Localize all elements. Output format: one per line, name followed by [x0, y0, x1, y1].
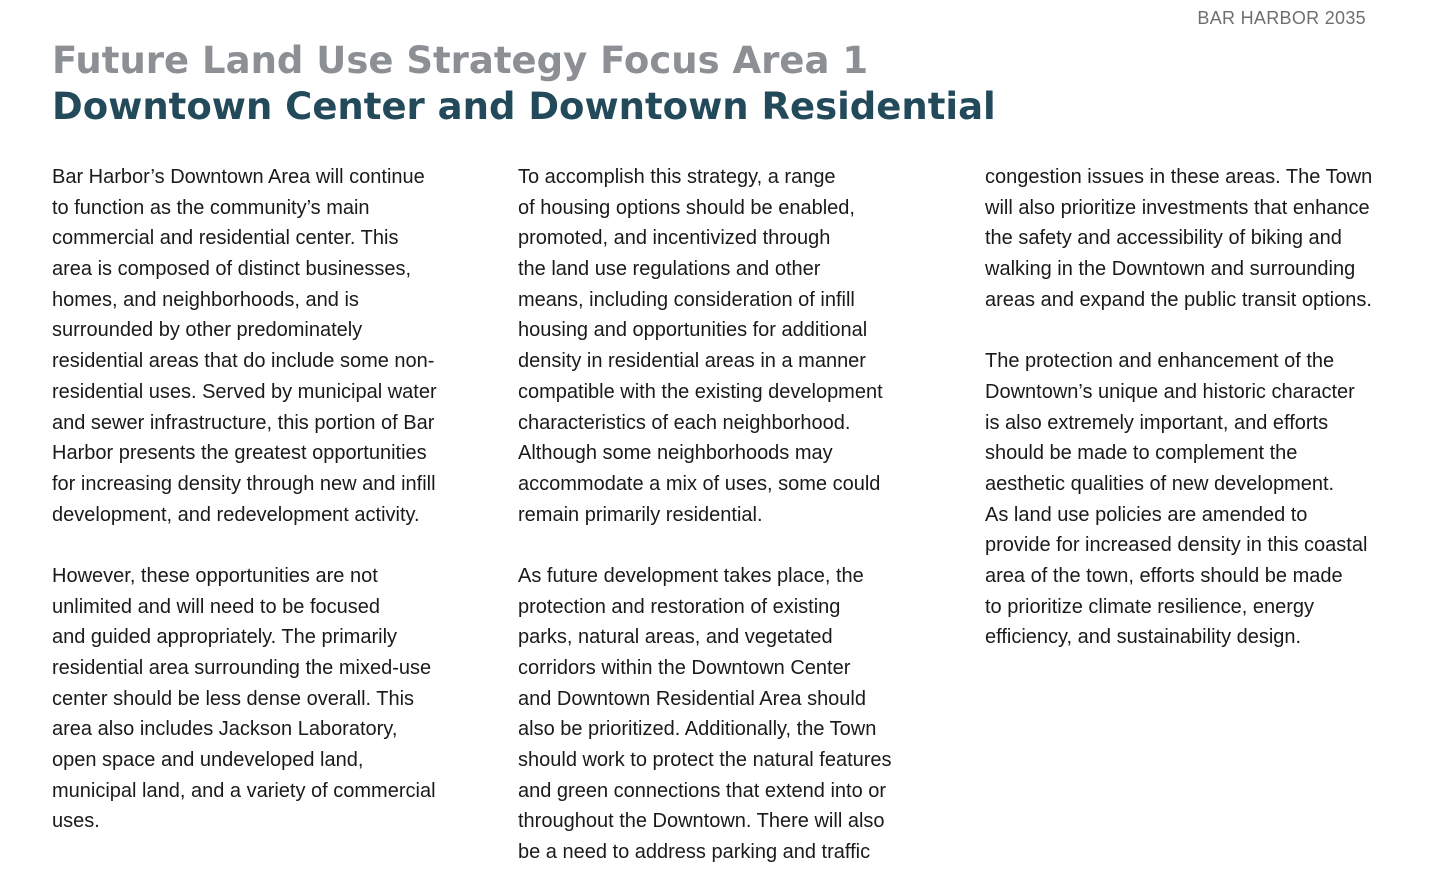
text-line: uses. — [52, 810, 100, 833]
text-line: residential uses. Served by municipal water — [52, 380, 437, 403]
text-line: be a need to address parking and traffic — [518, 841, 871, 864]
text-line: should work to protect the natural features — [518, 749, 892, 772]
text-column-3 — [985, 162, 1405, 653]
text-line: accommodate a mix of uses, some could — [518, 472, 881, 495]
text-line: area is composed of distinct businesses, — [52, 258, 412, 281]
text-line: center should be less dense overall. This — [52, 687, 415, 710]
body-paragraph — [52, 162, 472, 530]
text-line: also be prioritized. Additionally, the Town — [518, 718, 877, 741]
text-line: commercial and residential center. This — [52, 227, 399, 250]
text-line: surrounded by other predominately — [52, 319, 363, 342]
text-line: residential areas that do include some non- — [52, 350, 435, 373]
text-line: area of the town, efforts should be made — [985, 564, 1343, 587]
text-line: the safety and accessibility of biking and — [985, 227, 1342, 250]
body-paragraph — [985, 346, 1405, 653]
text-line: and guided appropriately. The primarily — [52, 626, 398, 649]
paragraph-gap — [52, 530, 472, 561]
page-title — [52, 38, 996, 130]
text-line: Harbor presents the greatest opportunities — [52, 442, 427, 465]
text-line: congestion issues in these areas. The Town — [985, 166, 1373, 188]
text-line: municipal land, and a variety of commercial — [52, 779, 436, 802]
text-line: The protection and enhancement of the — [985, 350, 1335, 373]
text-line: and green connections that extend into or — [518, 779, 887, 802]
text-line: open space and undeveloped land, — [52, 749, 364, 772]
text-line: As land use policies are amended to — [985, 503, 1308, 526]
text-line: of housing options should be enabled, — [518, 196, 855, 219]
text-line: remain primarily residential. — [518, 503, 763, 526]
paragraph-gap — [985, 315, 1405, 346]
text-line: and Downtown Residential Area should — [518, 687, 866, 710]
text-line: throughout the Downtown. There will also — [518, 810, 885, 833]
text-line: protection and restoration of existing — [518, 595, 841, 618]
text-line: will also prioritize investments that enhance — [985, 196, 1370, 219]
text-line: To accomplish this strategy, a range — [518, 166, 836, 188]
text-line: Although some neighborhoods may — [518, 442, 833, 465]
title-line-downtown: Downtown Center and Downtown Residential — [52, 85, 996, 128]
text-line: promoted, and incentivized through — [518, 227, 831, 250]
text-line: However, these opportunities are not — [52, 564, 378, 587]
text-line: parks, natural areas, and vegetated — [518, 626, 833, 649]
text-line: corridors within the Downtown Center — [518, 657, 851, 679]
body-paragraph — [518, 561, 938, 868]
body-paragraph — [518, 162, 938, 530]
text-line: characteristics of each neighborhood. — [518, 411, 851, 434]
text-line: compatible with the existing development — [518, 380, 883, 403]
body-paragraph — [52, 561, 472, 837]
text-line: Downtown’s unique and historic character — [985, 380, 1355, 403]
text-line: and sewer infrastructure, this portion of Bar — [52, 411, 435, 434]
text-line: As future development takes place, the — [518, 564, 864, 587]
running-header: BAR HARBOR 2035 — [1197, 8, 1366, 28]
text-line: to prioritize climate resilience, energy — [985, 595, 1315, 618]
text-line: housing and opportunities for additional — [518, 319, 868, 342]
text-line: the land use regulations and other — [518, 258, 821, 281]
text-line: homes, and neighborhoods, and is — [52, 288, 359, 311]
text-line: residential area surrounding the mixed-use — [52, 657, 432, 679]
text-line: unlimited and will need to be focused — [52, 595, 380, 618]
paragraph-gap — [518, 530, 938, 561]
text-line: efficiency, and sustainability design. — [985, 626, 1302, 649]
text-line: is also extremely important, and efforts — [985, 411, 1329, 434]
text-line: means, including consideration of infill — [518, 288, 855, 311]
text-line: provide for increased density in this coastal — [985, 534, 1368, 557]
text-line: area also includes Jackson Laboratory, — [52, 718, 398, 741]
text-line: to function as the community’s main — [52, 196, 370, 219]
text-line: aesthetic qualities of new development. — [985, 472, 1335, 495]
text-column-1 — [52, 162, 472, 837]
body-paragraph — [985, 162, 1405, 315]
text-line: areas and expand the public transit options. — [985, 288, 1372, 311]
text-column-2 — [518, 162, 938, 868]
text-line: development, and redevelopment activity. — [52, 503, 420, 526]
title-line-focus-area: Future Land Use Strategy Focus Area 1 — [52, 39, 869, 82]
text-line: should be made to complement the — [985, 442, 1298, 465]
text-line: for increasing density through new and infill — [52, 472, 436, 495]
text-line: walking in the Downtown and surrounding — [985, 258, 1356, 281]
text-line: density in residential areas in a manner — [518, 350, 866, 373]
text-line: Bar Harbor’s Downtown Area will continue — [52, 166, 425, 188]
